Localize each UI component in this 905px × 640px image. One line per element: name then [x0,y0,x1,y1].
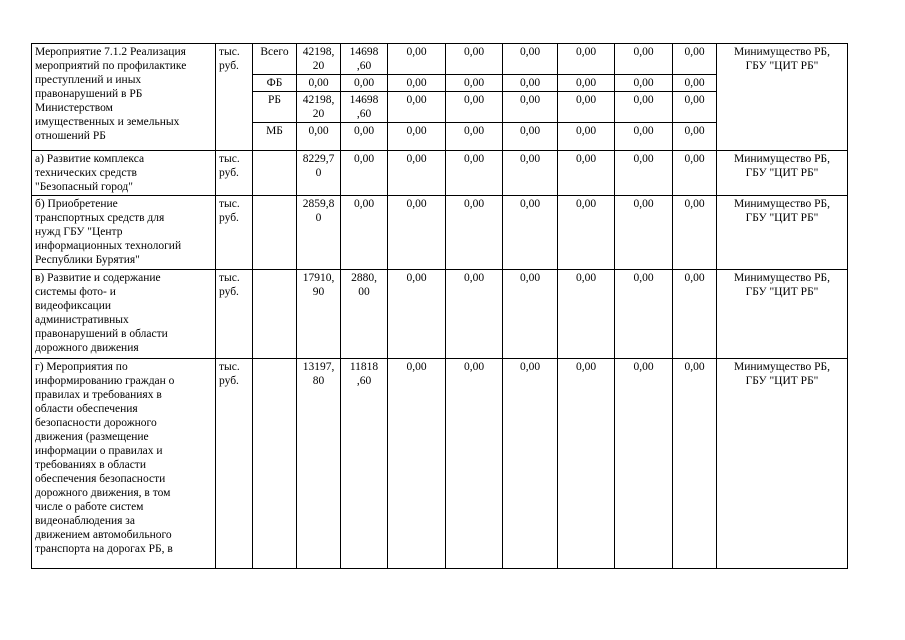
value-cell: 0,00 [673,44,717,75]
value-cell: 13197, 80 [297,359,341,569]
value-cell: 0,00 [673,196,717,270]
value-cell: 0,00 [341,123,388,151]
measure-name: Мероприятие 7.1.2 Реализация мероприятий по профилактике преступлений и иных правонарушений в РБ Министерством имущественных и земельных отношений РБ [32,44,216,151]
value-cell: 11818 ,60 [341,359,388,569]
value-cell: 0,00 [341,75,388,92]
program-table [31,43,848,569]
value-cell: 0,00 [615,75,673,92]
fund-source-empty [253,359,297,569]
value-cell: 0,00 [297,75,341,92]
value-cell: 0,00 [341,151,388,196]
value-cell: 0,00 [341,196,388,270]
value-cell: 0,00 [673,123,717,151]
value-cell: 0,00 [673,270,717,359]
value-cell: 0,00 [558,359,615,569]
value-cell: 0,00 [503,196,558,270]
value-cell: 0,00 [558,270,615,359]
value-cell: 0,00 [615,44,673,75]
value-cell: 0,00 [388,270,446,359]
value-cell: 14698 ,60 [341,92,388,123]
fund-source: ФБ [253,75,297,92]
value-cell: 0,00 [503,92,558,123]
value-cell: 0,00 [446,92,503,123]
unit-cell: тыс. руб. [216,270,253,359]
measure-name: а) Развитие комплекса технических средств "Безопасный город" [32,151,216,196]
unit-cell: тыс. руб. [216,359,253,569]
executor-cell: Минимущество РБ, ГБУ "ЦИТ РБ" [717,359,848,569]
value-cell: 0,00 [615,359,673,569]
value-cell: 0,00 [558,92,615,123]
value-cell: 0,00 [558,44,615,75]
value-cell: 14698 ,60 [341,44,388,75]
measure-name: б) Приобретение транспортных средств для нужд ГБУ "Центр информационных технологий Республики Бурятия" [32,196,216,270]
executor-cell: Минимущество РБ, ГБУ "ЦИТ РБ" [717,196,848,270]
value-cell: 0,00 [388,75,446,92]
value-cell: 0,00 [388,44,446,75]
value-cell: 0,00 [673,92,717,123]
fund-source-empty [253,196,297,270]
fund-source-empty [253,270,297,359]
value-cell: 0,00 [446,123,503,151]
value-cell: 0,00 [558,151,615,196]
value-cell: 0,00 [615,270,673,359]
fund-source: МБ [253,123,297,151]
table-row [32,270,848,359]
value-cell: 2859,8 0 [297,196,341,270]
measure-name: в) Развитие и содержание системы фото- и видеофиксации административных правонарушений в области дорожного движения [32,270,216,359]
value-cell: 8229,7 0 [297,151,341,196]
value-cell: 0,00 [446,151,503,196]
value-cell: 2880, 00 [341,270,388,359]
measure-name: г) Мероприятия по информированию граждан о правилах и требованиях в области обеспечения безопасности дорожного движения (размещение информации о правилах и требованиях в области обеспечения безопасности дорожного движения, в том числе о работе систем видеонаблюдения за движением автомобильного транспорта на дорогах РБ, в [32,359,216,569]
value-cell: 0,00 [558,123,615,151]
table-row [32,196,848,270]
unit-cell: тыс. руб. [216,151,253,196]
value-cell: 0,00 [446,196,503,270]
value-cell: 0,00 [615,151,673,196]
executor-cell: Минимущество РБ, ГБУ "ЦИТ РБ" [717,151,848,196]
fund-source: РБ [253,92,297,123]
value-cell: 0,00 [503,75,558,92]
value-cell: 17910, 90 [297,270,341,359]
unit-cell: тыс. руб. [216,196,253,270]
value-cell: 0,00 [503,270,558,359]
fund-source-empty [253,151,297,196]
value-cell: 0,00 [388,359,446,569]
value-cell: 0,00 [503,44,558,75]
value-cell: 0,00 [388,123,446,151]
value-cell: 42198, 20 [297,92,341,123]
value-cell: 0,00 [615,123,673,151]
value-cell: 0,00 [297,123,341,151]
unit-cell: тыс. руб. [216,44,253,151]
value-cell: 0,00 [446,270,503,359]
value-cell: 0,00 [503,123,558,151]
value-cell: 0,00 [673,359,717,569]
value-cell: 0,00 [446,359,503,569]
value-cell: 0,00 [503,151,558,196]
table-row [32,359,848,569]
value-cell: 0,00 [673,75,717,92]
value-cell: 0,00 [558,75,615,92]
table-row [32,151,848,196]
value-cell: 0,00 [673,151,717,196]
value-cell: 0,00 [558,196,615,270]
value-cell: 0,00 [388,151,446,196]
executor-cell: Минимущество РБ, ГБУ "ЦИТ РБ" [717,270,848,359]
fund-source: Всего [253,44,297,75]
executor-cell: Минимущество РБ, ГБУ "ЦИТ РБ" [717,44,848,151]
value-cell: 0,00 [388,196,446,270]
table-row [32,44,848,75]
value-cell: 42198, 20 [297,44,341,75]
value-cell: 0,00 [446,44,503,75]
value-cell: 0,00 [615,92,673,123]
value-cell: 0,00 [503,359,558,569]
value-cell: 0,00 [615,196,673,270]
value-cell: 0,00 [446,75,503,92]
value-cell: 0,00 [388,92,446,123]
